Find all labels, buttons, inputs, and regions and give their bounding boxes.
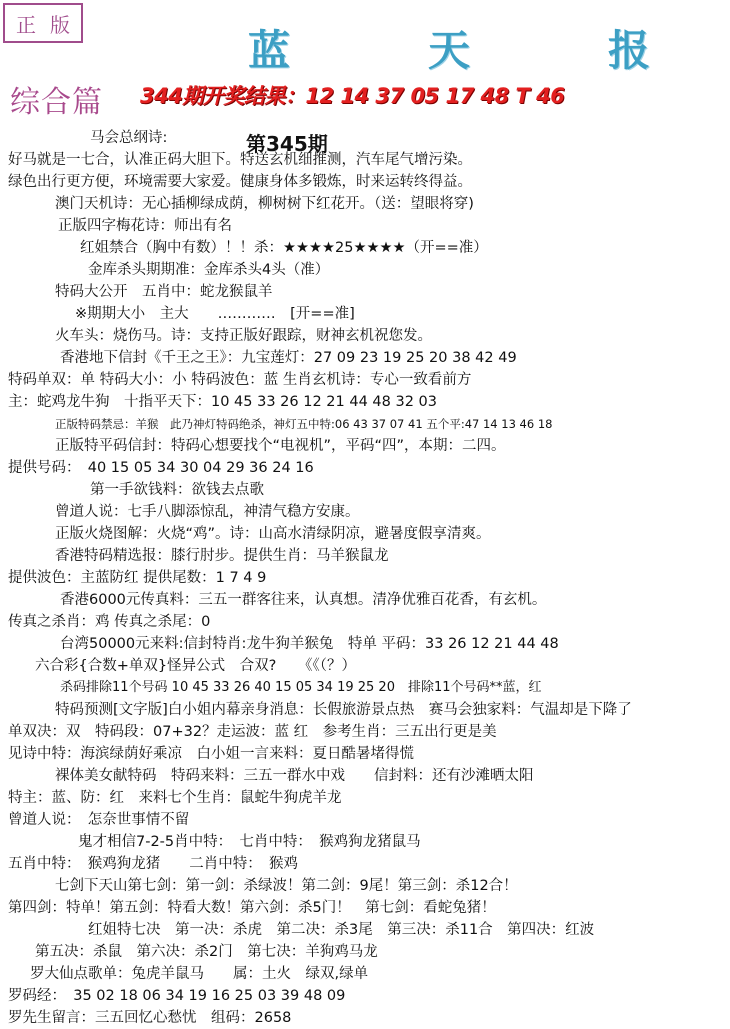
text-line: 正版四字梅花诗：师出有名 <box>58 218 232 234</box>
draw-result-headline: 344期开奖结果：12 14 37 05 17 48 T 46 <box>140 84 565 108</box>
text-line: 提供号码： 40 15 05 34 30 04 29 36 24 16 <box>8 460 314 476</box>
badge-char-right: 版 <box>50 12 70 37</box>
text-line: 第一手欲钱料：欲钱去点歌 <box>90 482 264 498</box>
text-line: 香港6000元传真料：三五一群客往来，认真想。清净优雅百花香，有玄机。 <box>60 592 547 608</box>
text-line: 马会总纲诗: <box>90 130 168 146</box>
text-line: 曾道人说：七手八脚添惊乱，神清气稳方安康。 <box>55 504 360 520</box>
masthead-title: 蓝 天 报 <box>248 26 699 75</box>
text-line: 主：蛇鸡龙牛狗 十指平天下：10 45 33 26 12 21 44 48 32 03 <box>8 394 437 410</box>
text-line: 裸体美女献特码 特码来料：三五一群水中戏 信封料：还有沙滩晒太阳 <box>55 768 534 784</box>
text-line: 见诗中特：海滨绿荫好乘凉 白小姐一言来料：夏日酷暑堵得慌 <box>8 746 414 762</box>
text-line: 五肖中特： 猴鸡狗龙猪 二肖中特： 猴鸡 <box>8 856 298 872</box>
text-line: 曾道人说： 怎奈世事情不留 <box>8 812 190 828</box>
text-line: 特码单双：单 特码大小：小 特码波色：蓝 生肖玄机诗：专心一致看前方 <box>8 372 472 388</box>
text-line: 正版特平码信封：特码心想要找个“电视机”，平码“四”，本期：二四。 <box>55 438 506 454</box>
text-line: 好马就是一七合，认准正码大胆下。特送玄机细推测，汽车尾气增污染。 <box>8 152 472 168</box>
text-line: 澳门天机诗：无心插柳绿成荫，柳树树下红花开。（送：望眼将穿) <box>55 196 474 212</box>
text-line: 红姐禁合（胸中有数）！！杀：★★★★25★★★★（开==准） <box>80 240 488 256</box>
text-line: 提供波色：主蓝防红 提供尾数：1 7 4 9 <box>8 570 267 586</box>
text-line: 六合彩{合数+单双}怪异公式 合双? 《《（？） <box>35 658 357 674</box>
text-line: 台湾50000元来料:信封特肖:龙牛狗羊猴兔 特单 平码：33 26 12 21 44 48 <box>60 636 559 652</box>
text-line: 第四剑：特单！第五剑：特看大数！第六剑：杀5门！ 第七剑：看蛇兔猪！ <box>8 900 496 916</box>
text-line: 第五决：杀鼠 第六决：杀2门 第七决：羊狗鸡马龙 <box>35 944 378 960</box>
text-line: 罗大仙点歌单：兔虎羊鼠马 属：土火 绿双,绿单 <box>30 966 369 982</box>
text-line: 传真之杀肖：鸡 传真之杀尾：0 <box>8 614 211 630</box>
text-line: 特码大公开 五肖中：蛇龙猴鼠羊 <box>55 284 273 300</box>
section-title: 综合篇 <box>10 85 103 120</box>
text-line: 单双决：双 特码段：07+32？走运波：蓝 红 参考生肖：三五出行更是美 <box>8 724 497 740</box>
text-line: 正版火烧图解：火烧“鸡”。诗：山高水清绿阴凉，避暑度假享清爽。 <box>55 526 491 542</box>
text-line: 杀码排除11个号码 10 45 33 26 40 15 05 34 19 25 20 排除11个号码**蓝，红 <box>60 680 542 695</box>
text-line: 香港地下信封《千王之王》：九宝莲灯：27 09 23 19 25 20 38 42 49 <box>60 350 517 366</box>
text-line: 香港特码精选报：膝行肘步。提供生肖：马羊猴鼠龙 <box>55 548 389 564</box>
text-line: ※期期大小 主大 ………… [开==准] <box>75 306 355 322</box>
text-line: 特主：蓝、防：红 来料七个生肖：鼠蛇牛狗虎羊龙 <box>8 790 342 806</box>
text-line: 鬼才相信7-2-5肖中特： 七肖中特： 猴鸡狗龙猪鼠马 <box>78 834 421 850</box>
text-line: 特码预测[文字版]白小姐内幕亲身消息：长假旅游景点热 赛马会独家料：气温却是下降了 <box>55 702 632 718</box>
text-line: 红姐特七决 第一决：杀虎 第二决：杀3尾 第三决：杀11合 第四决：红波 <box>88 922 595 938</box>
badge-char-left: 正 <box>16 12 36 37</box>
text-line: 火车头：烧伤马。诗：支持正版好跟踪，财神玄机祝您发。 <box>55 328 432 344</box>
genuine-edition-badge <box>3 3 83 43</box>
text-line: 绿色出行更方便，环境需要大家爱。健康身体多锻炼，时来运转终得益。 <box>8 174 472 190</box>
text-line: 罗先生留言：三五回忆心愁忧 组码：2658 <box>8 1010 292 1026</box>
text-line: 金库杀头期期准：金库杀头4头（准） <box>88 262 330 278</box>
text-line: 罗码经： 35 02 18 06 34 19 16 25 03 39 48 09 <box>8 988 346 1004</box>
text-line: 正版特码禁忌：羊猴 此乃神灯特码绝杀，神灯五中特:06 43 37 07 41 五个平:47 14 13 46 18 <box>55 417 553 431</box>
issue-number: 第345期 <box>246 132 328 156</box>
text-line: 七剑下天山第七剑：第一剑：杀绿波！第二剑：9尾！第三剑：杀12合！ <box>55 878 518 894</box>
